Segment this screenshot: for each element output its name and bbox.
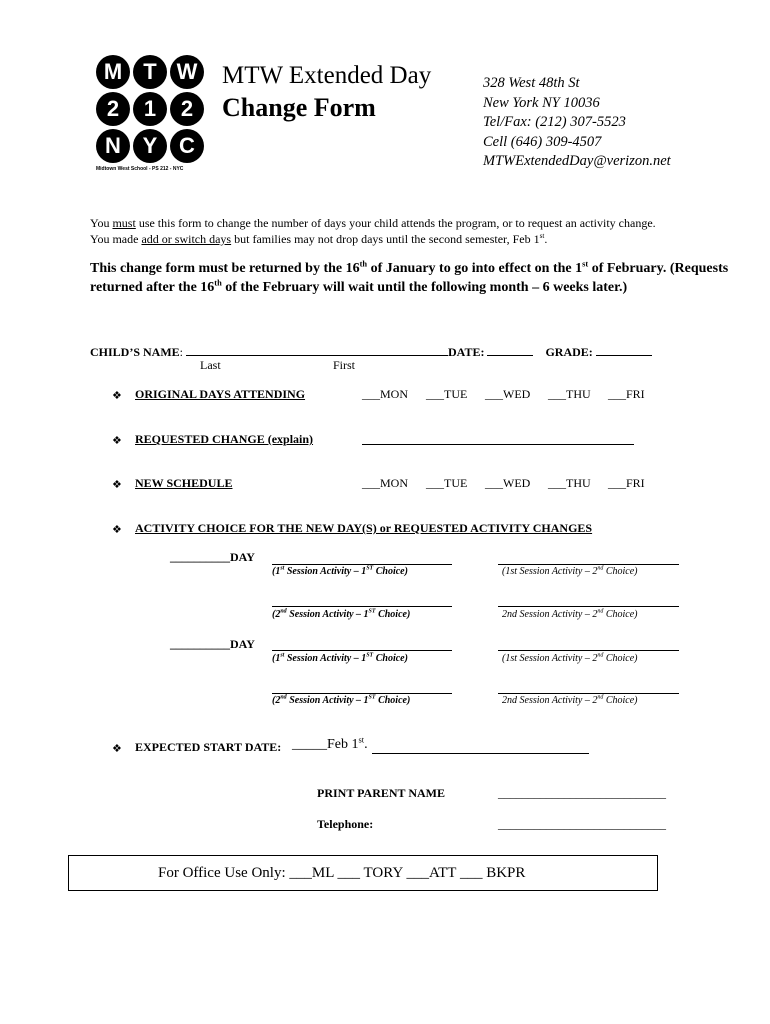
original-days-label: ORIGINAL DAYS ATTENDING bbox=[135, 387, 306, 401]
caption-part: Choice) bbox=[603, 609, 638, 620]
program-title: MTW Extended Day bbox=[222, 62, 432, 89]
superscript: st bbox=[280, 652, 285, 659]
start-date-value: Feb 1 bbox=[327, 737, 359, 752]
logo-circle: 1 bbox=[133, 92, 167, 126]
superscript: nd bbox=[280, 608, 287, 615]
caption-part: Choice) bbox=[603, 566, 638, 577]
child-name-label: CHILD’S NAME bbox=[90, 345, 180, 359]
notice-part: This change form must be returned by the 16 bbox=[90, 261, 360, 276]
activity-1st-2nd-field-2[interactable] bbox=[498, 650, 679, 651]
caption-1st-session-1st-choice bbox=[272, 653, 408, 664]
caption-part: Session Activity – 1 bbox=[286, 695, 369, 706]
logo-circle: N bbox=[96, 129, 130, 163]
caption-part: (1 bbox=[272, 566, 281, 577]
start-date-field[interactable] bbox=[292, 737, 368, 753]
bullet-icon: ❖ bbox=[112, 524, 122, 536]
logo-circle: C bbox=[170, 129, 204, 163]
new-thu[interactable]: ___THU bbox=[548, 476, 591, 490]
caption-1st-session-1st-choice bbox=[272, 566, 408, 577]
logo-circle: W bbox=[170, 55, 204, 89]
new-schedule-label: NEW SCHEDULE bbox=[135, 476, 233, 490]
grade-label: GRADE: bbox=[545, 345, 593, 359]
grade-field[interactable] bbox=[596, 343, 652, 356]
bullet-icon: ❖ bbox=[112, 435, 122, 447]
first-name-caption: First bbox=[333, 358, 356, 372]
address-telfax: Tel/Fax: (212) 307-5523 bbox=[483, 114, 626, 130]
deadline-notice bbox=[90, 259, 730, 297]
form-title: Change Form bbox=[222, 93, 376, 122]
start-date-blank: _____ bbox=[292, 737, 327, 752]
activity-2nd-2nd-field-2[interactable] bbox=[498, 693, 679, 694]
original-fri[interactable]: ___FRI bbox=[608, 387, 645, 401]
superscript: nd bbox=[597, 565, 604, 572]
caption-1st-session-2nd-choice bbox=[502, 653, 638, 664]
original-mon[interactable]: ___MON bbox=[362, 387, 409, 401]
superscript: ST bbox=[368, 608, 376, 615]
caption-part: Session Activity – 1 bbox=[284, 653, 367, 664]
date-field[interactable] bbox=[487, 343, 533, 356]
original-thu[interactable]: ___THU bbox=[548, 387, 591, 401]
intro-text-part: use this form to change the number of days your child attends the program, or to request an activity change. bbox=[135, 216, 656, 230]
intro-text-part: You bbox=[90, 216, 113, 230]
child-name-field[interactable] bbox=[186, 343, 448, 356]
date-label: DATE: bbox=[448, 345, 485, 359]
activity-1st-2nd-field-1[interactable] bbox=[498, 564, 679, 565]
address-city: New York NY 10036 bbox=[483, 94, 600, 111]
activity-2nd-2nd-field-1[interactable] bbox=[498, 606, 679, 607]
caption-2nd-session-2nd-choice bbox=[502, 695, 638, 706]
contact-address bbox=[483, 74, 671, 172]
logo-circle: 2 bbox=[170, 92, 204, 126]
intro-text-part: . bbox=[544, 232, 548, 246]
logo-circle: T bbox=[133, 55, 167, 89]
new-mon[interactable]: ___MON bbox=[362, 476, 409, 490]
notice-part: of the February will wait until the following month – 6 weeks later.) bbox=[221, 280, 628, 295]
bullet-icon: ❖ bbox=[112, 743, 122, 755]
child-info-line bbox=[90, 343, 652, 360]
caption-part: (1 bbox=[272, 653, 281, 664]
superscript: ST bbox=[368, 694, 376, 701]
caption-part: (1st Session Activity – 2 bbox=[502, 566, 598, 577]
caption-2nd-session-1st-choice bbox=[272, 695, 410, 706]
superscript: nd bbox=[597, 608, 604, 615]
caption-part: Choice) bbox=[375, 695, 411, 706]
caption-part: Choice) bbox=[603, 653, 638, 664]
activity-day-field-2[interactable]: __________DAY bbox=[170, 637, 255, 651]
start-date-label: EXPECTED START DATE: bbox=[135, 740, 282, 754]
superscript: th bbox=[359, 259, 368, 269]
activity-1st-1st-field-1[interactable] bbox=[272, 564, 452, 565]
parent-name-field[interactable]: ____________________________ bbox=[498, 786, 666, 800]
logo-circle: 2 bbox=[96, 92, 130, 126]
start-date-period: . bbox=[364, 737, 368, 752]
parent-name-label: PRINT PARENT NAME bbox=[317, 786, 446, 800]
superscript: ST bbox=[366, 565, 374, 572]
caption-part: 2nd Session Activity – 2 bbox=[502, 695, 598, 706]
bullet-icon: ❖ bbox=[112, 390, 122, 402]
intro-add-switch: add or switch days bbox=[141, 232, 232, 246]
superscript: ST bbox=[366, 652, 374, 659]
requested-change-label: REQUESTED CHANGE (explain) bbox=[135, 432, 314, 446]
superscript: st bbox=[358, 735, 365, 745]
original-tue[interactable]: ___TUE bbox=[426, 387, 468, 401]
logo-circle: M bbox=[96, 55, 130, 89]
colon: : bbox=[179, 345, 184, 359]
caption-part: Choice) bbox=[373, 566, 408, 577]
telephone-label: Telephone: bbox=[317, 817, 374, 831]
caption-part: 2nd Session Activity – 2 bbox=[502, 609, 598, 620]
new-tue[interactable]: ___TUE bbox=[426, 476, 468, 490]
superscript: nd bbox=[280, 694, 287, 701]
activity-2nd-1st-field-2[interactable] bbox=[272, 693, 452, 694]
start-date-underline bbox=[372, 753, 589, 754]
logo-circle: Y bbox=[133, 129, 167, 163]
caption-part: (1st Session Activity – 2 bbox=[502, 653, 598, 664]
activity-2nd-1st-field-1[interactable] bbox=[272, 606, 452, 607]
bullet-icon: ❖ bbox=[112, 479, 122, 491]
new-fri[interactable]: ___FRI bbox=[608, 476, 645, 490]
intro-text bbox=[90, 215, 656, 247]
notice-part: of February. (Requests returned after the 16 bbox=[90, 261, 729, 295]
last-name-caption: Last bbox=[200, 358, 221, 372]
caption-part: Session Activity – 1 bbox=[284, 566, 367, 577]
logo-caption: Midtown West School - PS 212 - NYC bbox=[96, 166, 184, 172]
caption-part: (2 bbox=[272, 609, 281, 620]
caption-part: Choice) bbox=[373, 653, 408, 664]
school-logo bbox=[96, 55, 212, 172]
superscript: th bbox=[214, 278, 222, 288]
superscript: st bbox=[280, 565, 285, 572]
activity-1st-1st-field-2[interactable] bbox=[272, 650, 452, 651]
intro-text-part: but families may not drop days until the second semester, Feb 1 bbox=[231, 232, 540, 246]
superscript: nd bbox=[597, 694, 604, 701]
intro-text-part: You made bbox=[90, 232, 142, 246]
activity-choice-label: ACTIVITY CHOICE FOR THE NEW DAY(S) or REQUESTED ACTIVITY CHANGES bbox=[135, 521, 593, 535]
new-wed[interactable]: ___WED bbox=[485, 476, 531, 490]
superscript: st bbox=[539, 232, 545, 240]
telephone-field[interactable]: ____________________________ bbox=[498, 817, 666, 831]
requested-change-field[interactable] bbox=[362, 444, 634, 445]
caption-2nd-session-2nd-choice bbox=[502, 609, 638, 620]
intro-must: must bbox=[112, 216, 136, 230]
superscript: st bbox=[582, 259, 589, 269]
address-street: 328 West 48th St bbox=[483, 75, 580, 91]
office-use-text: For Office Use Only: ___ML ___ TORY ___ATT ___ BKPR bbox=[158, 865, 526, 881]
activity-day-field-1[interactable]: __________DAY bbox=[170, 550, 255, 564]
caption-2nd-session-1st-choice bbox=[272, 609, 410, 620]
caption-part: Choice) bbox=[375, 609, 411, 620]
caption-part: Session Activity – 1 bbox=[286, 609, 369, 620]
superscript: nd bbox=[597, 652, 604, 659]
address-cell: Cell (646) 309-4507 bbox=[483, 133, 602, 150]
caption-part: Choice) bbox=[603, 695, 638, 706]
address-email: MTWExtendedDay@verizon.net bbox=[483, 153, 671, 169]
caption-1st-session-2nd-choice bbox=[502, 566, 638, 577]
caption-part: (2 bbox=[272, 695, 281, 706]
notice-part: of January to go into effect on the 1 bbox=[367, 261, 583, 276]
original-wed[interactable]: ___WED bbox=[485, 387, 531, 401]
